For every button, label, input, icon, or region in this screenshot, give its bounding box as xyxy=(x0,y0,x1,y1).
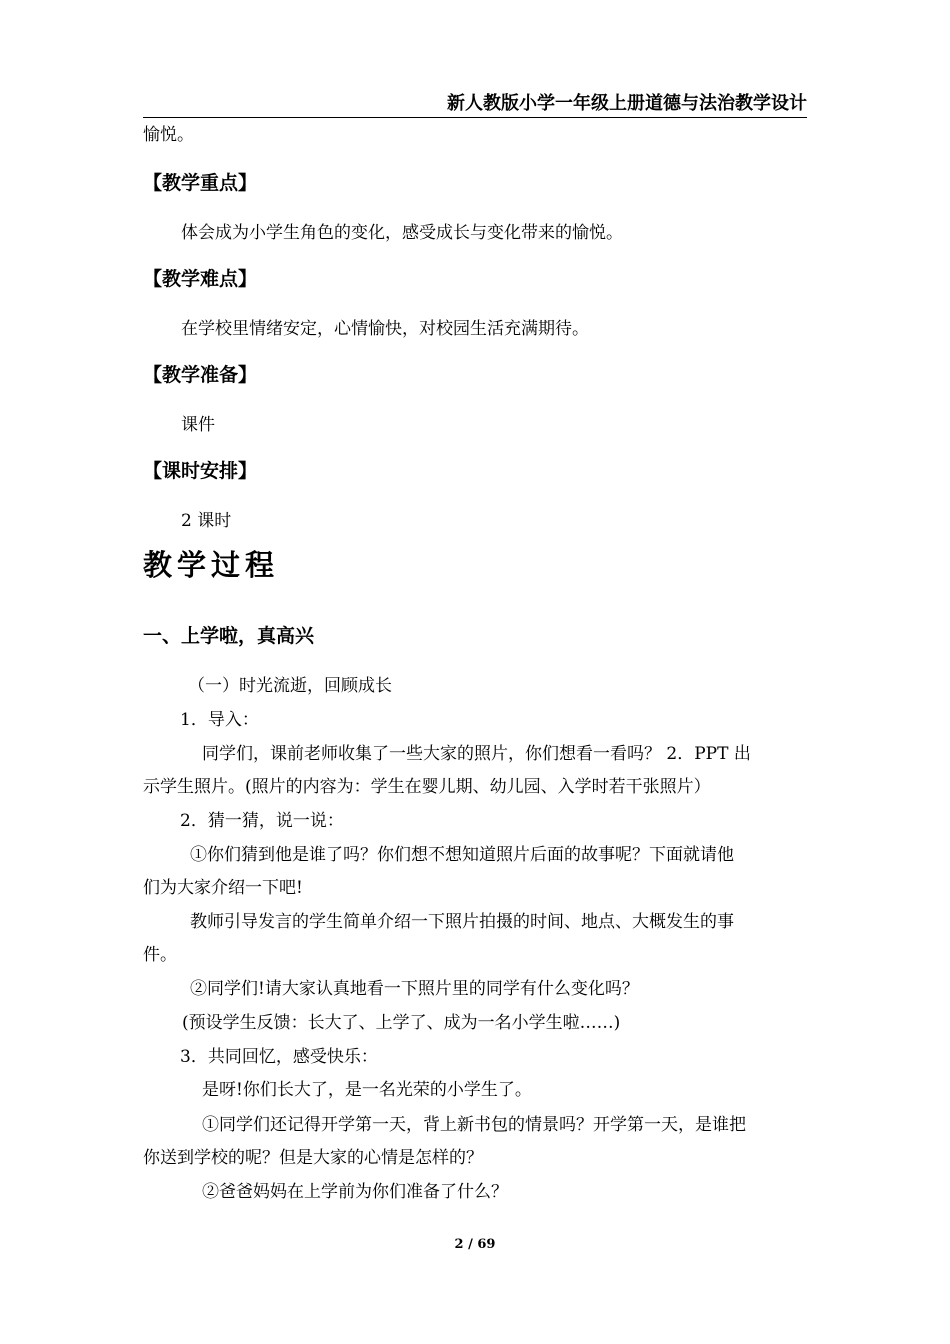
paragraph-line: ②同学们!请大家认真地看一下照片里的同学有什么变化吗？ xyxy=(190,979,639,999)
step-line: 3．共同回忆，感受快乐： xyxy=(180,1047,378,1067)
paragraph-line: 是呀!你们长大了，是一名光荣的小学生了。 xyxy=(202,1080,532,1100)
section-text-difficulties: 在学校里情绪安定，心情愉快，对校园生活充满期待。 xyxy=(181,319,589,339)
section-heading-difficulties: 【教学难点】 xyxy=(143,268,258,290)
paragraph-line: 示学生照片。(照片的内容为：学生在婴儿期、幼儿园、入学时若干张照片） xyxy=(143,777,711,797)
section-text-preparation: 课件 xyxy=(181,415,215,435)
subheading-line: （一）时光流逝，回顾成长 xyxy=(188,676,392,696)
section-text-key-points: 体会成为小学生角色的变化，感受成长与变化带来的愉悦。 xyxy=(181,223,623,243)
paragraph-continuation: 愉悦。 xyxy=(143,125,194,145)
section-heading-preparation: 【教学准备】 xyxy=(143,364,258,386)
paragraph-line: ①同学们还记得开学第一天，背上新书包的情景吗？开学第一天，是谁把 xyxy=(202,1115,746,1135)
paragraph-line: 同学们，课前老师收集了一些大家的照片，你们想看一看吗？ 2．PPT 出 xyxy=(202,744,751,764)
step-line: 1．导入： xyxy=(180,710,259,730)
header-rule xyxy=(143,117,807,118)
step-line: 2．猜一猜，说一说： xyxy=(180,811,344,831)
paragraph-line: 教师引导发言的学生简单介绍一下照片拍摄的时间、地点、大概发生的事 xyxy=(190,912,734,932)
teaching-process-title: 教学过程 xyxy=(143,548,280,582)
paragraph-line: ①你们猜到他是谁了吗？你们想不想知道照片后面的故事呢？下面就请他 xyxy=(190,845,734,865)
part-one-heading: 一、上学啦，真高兴 xyxy=(143,625,315,647)
paragraph-line: 们为大家介绍一下吧! xyxy=(143,878,303,898)
paragraph-line: 件。 xyxy=(143,945,177,965)
page-number: 2 / 69 xyxy=(454,1237,496,1252)
section-heading-schedule: 【课时安排】 xyxy=(143,460,258,482)
paragraph-line: 你送到学校的呢？但是大家的心情是怎样的？ xyxy=(143,1148,483,1168)
paragraph-line: (预设学生反馈：长大了、上学了、成为一名小学生啦……) xyxy=(182,1013,621,1033)
paragraph-line: ②爸爸妈妈在上学前为你们准备了什么？ xyxy=(202,1182,508,1202)
running-header-title: 新人教版小学一年级上册道德与法治教学设计 xyxy=(447,93,807,114)
section-text-schedule: 2 课时 xyxy=(181,511,232,531)
section-heading-key-points: 【教学重点】 xyxy=(143,172,258,194)
